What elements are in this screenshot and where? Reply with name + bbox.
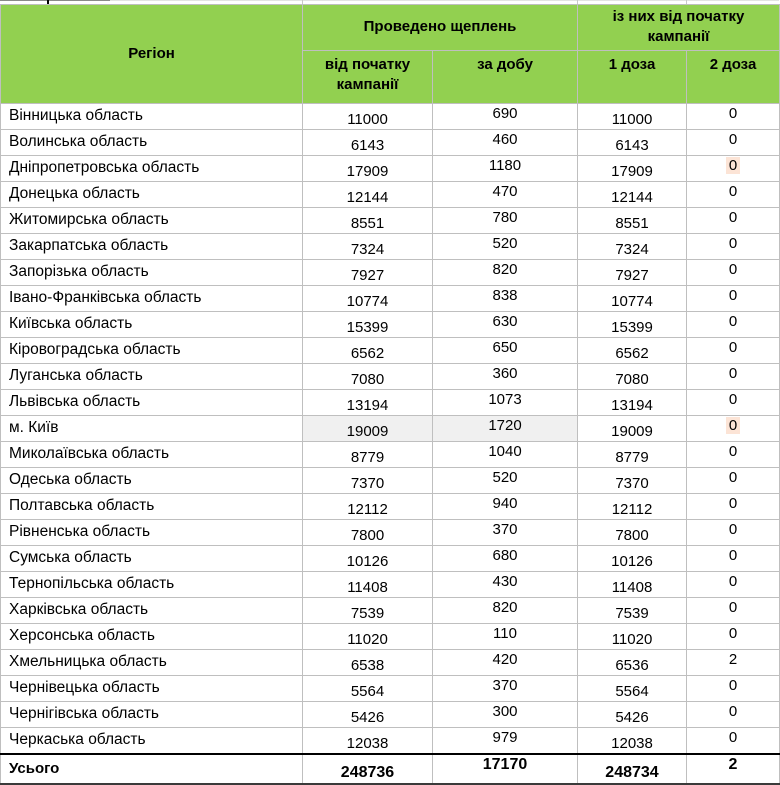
region-cell: Миколаївська область (1, 441, 303, 467)
dose1-cell: 6536 (578, 649, 687, 675)
campaign-cell: 12144 (303, 181, 433, 207)
region-cell: Житомирська область (1, 207, 303, 233)
dose2-cell (687, 415, 780, 441)
day-cell: 1073 (433, 389, 578, 415)
subheader-dose1: 1 доза (578, 50, 687, 103)
table-body (1, 103, 780, 754)
dose1-cell: 10774 (578, 285, 687, 311)
dose1-cell: 12038 (578, 727, 687, 754)
campaign-cell: 13194 (303, 389, 433, 415)
table-row (1, 519, 780, 545)
table-row (1, 337, 780, 363)
dose2-cell: 2 (687, 649, 780, 675)
table-row (1, 649, 780, 675)
dose2-cell: 0 (687, 181, 780, 207)
day-cell: 370 (433, 675, 578, 701)
subheader-day: за добу (433, 50, 578, 103)
region-cell: Рівненська область (1, 519, 303, 545)
dose1-cell: 7539 (578, 597, 687, 623)
dose1-cell: 7324 (578, 233, 687, 259)
dose2-cell: 0 (687, 493, 780, 519)
region-cell: Хмельницька область (1, 649, 303, 675)
region-cell: Донецька область (1, 181, 303, 207)
campaign-cell: 15399 (303, 311, 433, 337)
highlighted-value: 0 (726, 157, 740, 174)
table-header (1, 5, 780, 104)
table-row (1, 155, 780, 181)
dose1-cell: 6143 (578, 129, 687, 155)
region-cell: Харківська область (1, 597, 303, 623)
campaign-cell: 8551 (303, 207, 433, 233)
subheader-dose2: 2 доза (687, 50, 780, 103)
day-cell: 370 (433, 519, 578, 545)
total-label-cell: Усього (1, 754, 303, 784)
dose1-cell: 11000 (578, 103, 687, 129)
campaign-cell: 5426 (303, 701, 433, 727)
region-cell: Сумська область (1, 545, 303, 571)
day-cell: 430 (433, 571, 578, 597)
dose2-cell: 0 (687, 103, 780, 129)
campaign-cell: 6562 (303, 337, 433, 363)
dose2-cell: 0 (687, 311, 780, 337)
dose2-cell: 0 (687, 571, 780, 597)
table-row (1, 207, 780, 233)
day-cell: 520 (433, 233, 578, 259)
region-cell: Івано-Франківська область (1, 285, 303, 311)
campaign-cell: 7539 (303, 597, 433, 623)
dose2-cell: 0 (687, 467, 780, 493)
campaign-cell: 8779 (303, 441, 433, 467)
table-row (1, 701, 780, 727)
dose1-cell: 17909 (578, 155, 687, 181)
table-row (1, 389, 780, 415)
day-cell: 680 (433, 545, 578, 571)
region-cell: Полтавська область (1, 493, 303, 519)
day-cell: 420 (433, 649, 578, 675)
top-border-faint (110, 0, 779, 1)
column-border-tick (686, 0, 687, 4)
dose2-cell: 0 (687, 701, 780, 727)
table-row (1, 493, 780, 519)
day-cell: 1720 (433, 415, 578, 441)
campaign-cell: 7800 (303, 519, 433, 545)
dose1-cell: 5564 (578, 675, 687, 701)
header-row-groups (1, 5, 780, 51)
campaign-cell: 11000 (303, 103, 433, 129)
region-cell: Чернігівська область (1, 701, 303, 727)
dose1-cell: 13194 (578, 389, 687, 415)
region-cell: Одеська область (1, 467, 303, 493)
table-row (1, 311, 780, 337)
campaign-cell: 7080 (303, 363, 433, 389)
day-cell: 820 (433, 597, 578, 623)
region-cell: Вінницька область (1, 103, 303, 129)
dose1-cell: 12144 (578, 181, 687, 207)
group-header-vaccinations: Проведено щеплень (303, 5, 578, 51)
campaign-cell: 10774 (303, 285, 433, 311)
campaign-cell: 7927 (303, 259, 433, 285)
table-row (1, 675, 780, 701)
dose2-cell: 0 (687, 623, 780, 649)
highlighted-value: 0 (726, 417, 740, 434)
day-cell: 360 (433, 363, 578, 389)
dose1-cell: 12112 (578, 493, 687, 519)
region-cell: Дніпропетровська область (1, 155, 303, 181)
table-row (1, 415, 780, 441)
campaign-cell: 12038 (303, 727, 433, 754)
table-row (1, 285, 780, 311)
total-row (1, 754, 780, 784)
campaign-cell: 19009 (303, 415, 433, 441)
day-cell: 1040 (433, 441, 578, 467)
campaign-cell: 17909 (303, 155, 433, 181)
vaccination-table (0, 4, 780, 785)
group-header-campaign: із них від початку кампанії (578, 5, 780, 51)
day-cell: 780 (433, 207, 578, 233)
dose1-cell: 11020 (578, 623, 687, 649)
top-remnant-strip (0, 0, 779, 4)
table-row (1, 441, 780, 467)
dose1-cell: 11408 (578, 571, 687, 597)
region-cell: Волинська область (1, 129, 303, 155)
region-cell: Київська область (1, 311, 303, 337)
campaign-cell: 6143 (303, 129, 433, 155)
dose2-cell: 0 (687, 545, 780, 571)
total-dose1-cell: 248734 (578, 754, 687, 784)
dose1-cell: 7370 (578, 467, 687, 493)
dose2-cell: 0 (687, 519, 780, 545)
day-cell: 470 (433, 181, 578, 207)
table-row (1, 103, 780, 129)
region-cell: Херсонська область (1, 623, 303, 649)
dose1-cell: 8779 (578, 441, 687, 467)
dose2-cell: 0 (687, 597, 780, 623)
region-cell: Львівська область (1, 389, 303, 415)
region-cell: Чернівецька область (1, 675, 303, 701)
dose1-cell: 19009 (578, 415, 687, 441)
table-row (1, 181, 780, 207)
dose2-cell: 0 (687, 441, 780, 467)
dose2-cell (687, 155, 780, 181)
campaign-cell: 7324 (303, 233, 433, 259)
dose2-cell: 0 (687, 233, 780, 259)
dose2-cell: 0 (687, 259, 780, 285)
dose1-cell: 7927 (578, 259, 687, 285)
day-cell: 838 (433, 285, 578, 311)
table-row (1, 363, 780, 389)
region-cell: Запорізька область (1, 259, 303, 285)
table-row (1, 467, 780, 493)
campaign-cell: 6538 (303, 649, 433, 675)
day-cell: 820 (433, 259, 578, 285)
subheader-campaign: від початку кампанії (303, 50, 433, 103)
day-cell: 460 (433, 129, 578, 155)
region-cell: Черкаська область (1, 727, 303, 754)
top-border-segment (0, 0, 110, 1)
table-row (1, 597, 780, 623)
table-row (1, 545, 780, 571)
day-cell: 979 (433, 727, 578, 754)
dose2-cell: 0 (687, 337, 780, 363)
total-campaign-cell: 248736 (303, 754, 433, 784)
dose1-cell: 15399 (578, 311, 687, 337)
campaign-cell: 12112 (303, 493, 433, 519)
region-cell: Кіровоградська область (1, 337, 303, 363)
dose1-cell: 5426 (578, 701, 687, 727)
region-cell: Луганська область (1, 363, 303, 389)
campaign-cell: 11408 (303, 571, 433, 597)
table-row (1, 259, 780, 285)
table-footer (1, 754, 780, 784)
table-row (1, 727, 780, 754)
region-header-cell: Регіон (1, 5, 303, 104)
campaign-cell: 11020 (303, 623, 433, 649)
region-cell: м. Київ (1, 415, 303, 441)
table-row (1, 233, 780, 259)
dose2-cell: 0 (687, 207, 780, 233)
dose1-cell: 8551 (578, 207, 687, 233)
dose2-cell: 0 (687, 285, 780, 311)
campaign-cell: 10126 (303, 545, 433, 571)
day-cell: 940 (433, 493, 578, 519)
region-cell: Закарпатська область (1, 233, 303, 259)
dose2-cell: 0 (687, 129, 780, 155)
total-dose2-cell: 2 (687, 754, 780, 784)
day-cell: 650 (433, 337, 578, 363)
dose2-cell: 0 (687, 363, 780, 389)
table-row (1, 623, 780, 649)
dose1-cell: 7800 (578, 519, 687, 545)
day-cell: 630 (433, 311, 578, 337)
day-cell: 1180 (433, 155, 578, 181)
dose2-cell: 0 (687, 727, 780, 754)
dose2-cell: 0 (687, 389, 780, 415)
dose2-cell: 0 (687, 675, 780, 701)
day-cell: 690 (433, 103, 578, 129)
day-cell: 110 (433, 623, 578, 649)
total-day-cell: 17170 (433, 754, 578, 784)
campaign-cell: 7370 (303, 467, 433, 493)
dose1-cell: 6562 (578, 337, 687, 363)
dose1-cell: 7080 (578, 363, 687, 389)
day-cell: 520 (433, 467, 578, 493)
column-border-tick (302, 0, 303, 4)
cursor-tick (47, 0, 49, 4)
campaign-cell: 5564 (303, 675, 433, 701)
column-border-tick (577, 0, 578, 4)
table-row (1, 571, 780, 597)
dose1-cell: 10126 (578, 545, 687, 571)
region-cell: Тернопільська область (1, 571, 303, 597)
day-cell: 300 (433, 701, 578, 727)
table-row (1, 129, 780, 155)
